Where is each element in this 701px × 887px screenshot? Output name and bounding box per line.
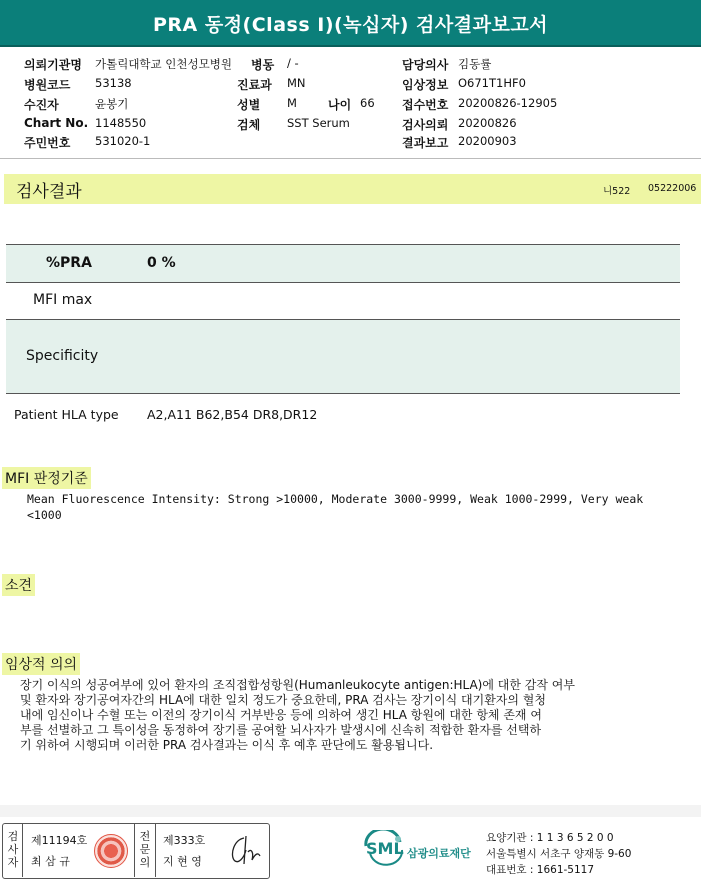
clinical-meaning-line: 및 환자와 장기공여자간의 HLA에 대한 일치 정도가 중요한데, PRA 검사는 장기이식 대기환자의 혈청 [20, 693, 546, 707]
sex-value: M [287, 96, 297, 110]
pra-value: 0 % [147, 255, 176, 271]
phone: 대표번호 : 1661-5117 [486, 864, 595, 876]
patient-value: 윤봉기 [95, 97, 129, 111]
clinical-info-value: O671T1HF0 [458, 76, 526, 90]
pra-row [6, 245, 680, 282]
receipt-value: 20200826-12905 [458, 96, 558, 110]
address: 서울특별시 서초구 양재동 9-60 [486, 848, 632, 860]
tester-license-no: 제11194호 [31, 834, 88, 847]
pra-label: %PRA [46, 255, 92, 271]
specimen-label: 검체 [237, 118, 261, 132]
footer-band [0, 805, 701, 817]
sig-divider [134, 823, 135, 877]
hla-label: Patient HLA type [14, 407, 119, 422]
chart-value: 1148550 [95, 116, 147, 130]
org-name: 삼광의료재단 [407, 847, 471, 860]
dept-label: 진료과 [237, 78, 272, 92]
patient-label: 수진자 [24, 98, 59, 112]
institution-value: 가톨릭대학교 인천성모병원 [95, 57, 232, 71]
result-code-1: 니522 [603, 186, 631, 197]
clinical-info-label: 임상정보 [402, 78, 449, 92]
results-header-bar [4, 174, 701, 204]
mfi-criteria-heading: MFI 판정기준 [2, 467, 91, 489]
request-value: 20200826 [458, 116, 517, 130]
mfi-criteria-line-1: Mean Fluorescence Intensity: Strong >10000, Moderate 3000-9999, Weak 1000-2999, Very weak [27, 492, 644, 506]
tester-vertical-label: 검 사 자 [7, 830, 19, 869]
hospital-code-label: 병원코드 [24, 78, 71, 92]
report-label: 결과보고 [402, 136, 449, 150]
specialist-name: 지 현 영 [163, 855, 202, 868]
specimen-value: SST Serum [287, 116, 350, 130]
result-code-2: 05222006 [648, 183, 697, 194]
specificity-row [6, 320, 680, 393]
seal-stamp-icon [94, 834, 128, 868]
dept-value: MN [287, 76, 306, 90]
clinical-meaning-heading: 임상적 의의 [2, 653, 80, 675]
sex-label: 성별 [237, 98, 261, 112]
clinical-meaning-line: 장기 이식의 성공여부에 있어 환자의 조직접합성항원(Humanleukocyte antigen:HLA)에 대한 감작 여부 [20, 678, 575, 692]
hla-value: A2,A11 B62,B54 DR8,DR12 [147, 407, 318, 422]
specialist-vertical-label: 전 문 의 [139, 830, 151, 869]
table-line-1 [6, 282, 680, 283]
sig-divider [22, 823, 23, 877]
clinical-meaning-line: 기 위하여 시행되며 이러한 PRA 검사결과는 이식 후 예후 판단에도 활용됩니다. [20, 738, 434, 752]
report-title-bar [0, 0, 701, 47]
doctor-label: 담당의사 [402, 58, 449, 72]
rrn-label: 주민번호 [24, 136, 71, 150]
receipt-label: 접수번호 [402, 98, 449, 112]
rrn-value: 531020-1 [95, 134, 151, 148]
age-value: 66 [360, 96, 375, 110]
tester-name: 최 삼 규 [31, 855, 70, 868]
chart-label: Chart No. [24, 116, 89, 130]
age-label: 나이 [328, 98, 352, 112]
hospital-code-value: 53138 [95, 76, 132, 90]
doctor-value: 김동률 [458, 57, 492, 71]
request-label: 검사의뢰 [402, 118, 449, 132]
clinical-meaning-text [20, 678, 690, 753]
care-code: 요양기관 : 1 1 3 6 5 2 0 0 [486, 832, 614, 844]
ward-label: 병동 [251, 58, 275, 72]
clinical-meaning-line: 내에 임신이나 수혈 또는 이전의 장기이식 거부반응 등에 의하여 생긴 HLA 항원에 대한 항체 존재 여 [20, 708, 542, 722]
sig-divider [155, 823, 156, 877]
mfi-criteria-line-2: <1000 [27, 508, 62, 522]
table-bottom-line [6, 393, 680, 394]
info-divider [0, 158, 701, 159]
ward-value: / - [287, 56, 299, 70]
specificity-label: Specificity [26, 348, 99, 364]
logo-text: SML [366, 839, 404, 858]
report-title: PRA 동정(Class I)(녹십자) 검사결과보고서 [152, 14, 549, 36]
report-value: 20200903 [458, 134, 517, 148]
institution-label: 의뢰기관명 [24, 58, 82, 72]
mfi-max-label: MFI max [33, 292, 93, 308]
results-heading: 검사결과 [16, 182, 82, 202]
signature-icon [224, 830, 264, 870]
specialist-license-no: 제333호 [163, 834, 206, 847]
clinical-meaning-line: 부를 선별하고 그 특이성을 동정하여 장기를 공여할 뇌사자가 발생시에 신속히 적합한 환자를 선택하 [20, 723, 542, 737]
opinion-heading: 소견 [2, 574, 35, 596]
